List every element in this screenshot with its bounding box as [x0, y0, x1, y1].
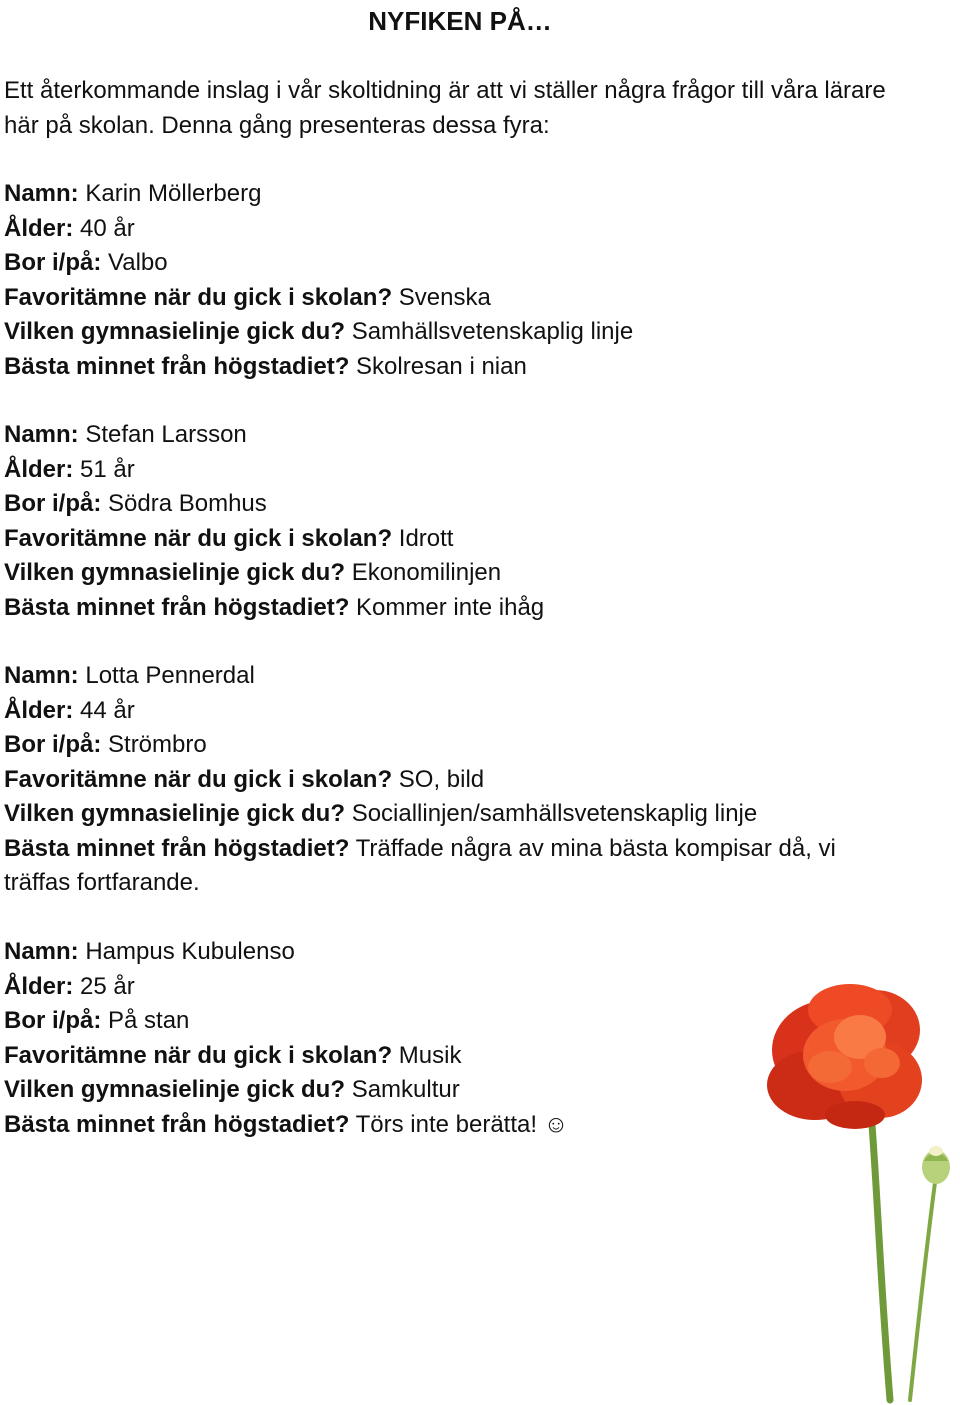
teacher-profile [4, 659, 904, 901]
profile-row-program [4, 315, 904, 350]
profile-row-name [4, 418, 904, 453]
field-label: Bor i/på: [4, 1007, 102, 1034]
field-value: 51 år [80, 455, 135, 483]
field-value: På stan [108, 1007, 190, 1034]
field-label: Favoritämne när du gick i skolan? [4, 524, 393, 552]
field-label: Vilken gymnasielinje gick du? [4, 318, 346, 345]
field-value: 44 år [80, 696, 135, 724]
field-value: 40 år [80, 214, 135, 242]
profile-row-best-memory [4, 350, 904, 385]
field-label: Bor i/på: [4, 249, 102, 276]
teacher-profile [4, 177, 904, 384]
field-label: Favoritämne när du gick i skolan? [4, 283, 393, 311]
profile-row-program [4, 556, 904, 591]
profile-row-best-memory [4, 832, 884, 901]
field-value: Stefan Larsson [85, 421, 247, 448]
profile-row-favorite-subject [4, 281, 904, 316]
field-label: Vilken gymnasielinje gick du? [4, 800, 346, 827]
field-value: Törs inte berätta! ☺ [355, 1110, 569, 1138]
field-value: Samhällsvetenskaplig linje [351, 318, 634, 345]
field-value: Karin Möllerberg [85, 180, 262, 207]
field-value: Svenska [398, 283, 491, 311]
field-label: Namn: [4, 421, 79, 448]
field-value: Träffade några av mina bästa kompisar då, vi träffas fortfarande. [4, 834, 836, 896]
profile-row-name [4, 659, 904, 694]
field-label: Favoritämne när du gick i skolan? [4, 765, 393, 793]
field-label: Namn: [4, 662, 79, 689]
field-value: Musik [398, 1041, 462, 1069]
field-label: Bästa minnet från högstadiet? [4, 834, 350, 862]
field-label: Favoritämne när du gick i skolan? [4, 1041, 393, 1069]
field-label: Namn: [4, 938, 79, 965]
field-label: Namn: [4, 180, 79, 207]
field-label: Bästa minnet från högstadiet? [4, 1110, 350, 1138]
field-value: 25 år [80, 972, 135, 1000]
profile-row-age [4, 453, 904, 488]
profile-row-program [4, 797, 904, 832]
profile-row-residence [4, 246, 904, 281]
field-label: Bor i/på: [4, 490, 102, 517]
flower-blossom [767, 984, 922, 1129]
profile-row-favorite-subject [4, 763, 904, 798]
field-value: Samkultur [351, 1076, 460, 1103]
profile-row-age [4, 212, 904, 247]
profile-row-residence [4, 487, 904, 522]
flower-bud [922, 1146, 950, 1184]
field-label: Bor i/på: [4, 731, 102, 758]
teacher-profile [4, 418, 904, 625]
profile-row-name [4, 935, 904, 970]
field-value: Kommer inte ihåg [356, 593, 545, 621]
field-value: Lotta Pennerdal [85, 662, 255, 689]
field-value: Södra Bomhus [108, 490, 267, 517]
field-label: Ålder: [4, 696, 74, 724]
field-label: Vilken gymnasielinje gick du? [4, 1076, 346, 1103]
profile-row-residence [4, 728, 904, 763]
profile-row-name [4, 177, 904, 212]
field-label: Vilken gymnasielinje gick du? [4, 559, 346, 586]
page-title: NYFIKEN PÅ… [368, 6, 552, 36]
field-value: Hampus Kubulenso [85, 938, 295, 965]
flower-illustration [760, 975, 960, 1405]
field-label: Bästa minnet från högstadiet? [4, 352, 350, 380]
profile-row-age [4, 694, 904, 729]
field-value: Sociallinjen/samhällsvetenskaplig linje [351, 800, 758, 827]
bud-stem [910, 1175, 936, 1400]
field-value: SO, bild [398, 765, 485, 793]
field-label: Ålder: [4, 455, 74, 483]
field-value: Strömbro [108, 731, 207, 758]
main-stem [872, 1125, 890, 1400]
field-value: Idrott [398, 524, 454, 552]
profile-row-favorite-subject [4, 522, 904, 557]
field-label: Ålder: [4, 214, 74, 242]
field-label: Ålder: [4, 972, 74, 1000]
field-value: Valbo [108, 249, 168, 276]
field-value: Skolresan i nian [356, 352, 527, 380]
field-value: Ekonomilinjen [351, 559, 502, 586]
intro-paragraph: Ett återkommande inslag i vår skoltidning är att vi ställer några frågor till våra lärare här på skolan. Denna gång presenteras dessa fyra: [4, 77, 886, 139]
field-label: Bästa minnet från högstadiet? [4, 593, 350, 621]
profile-row-best-memory [4, 591, 904, 626]
